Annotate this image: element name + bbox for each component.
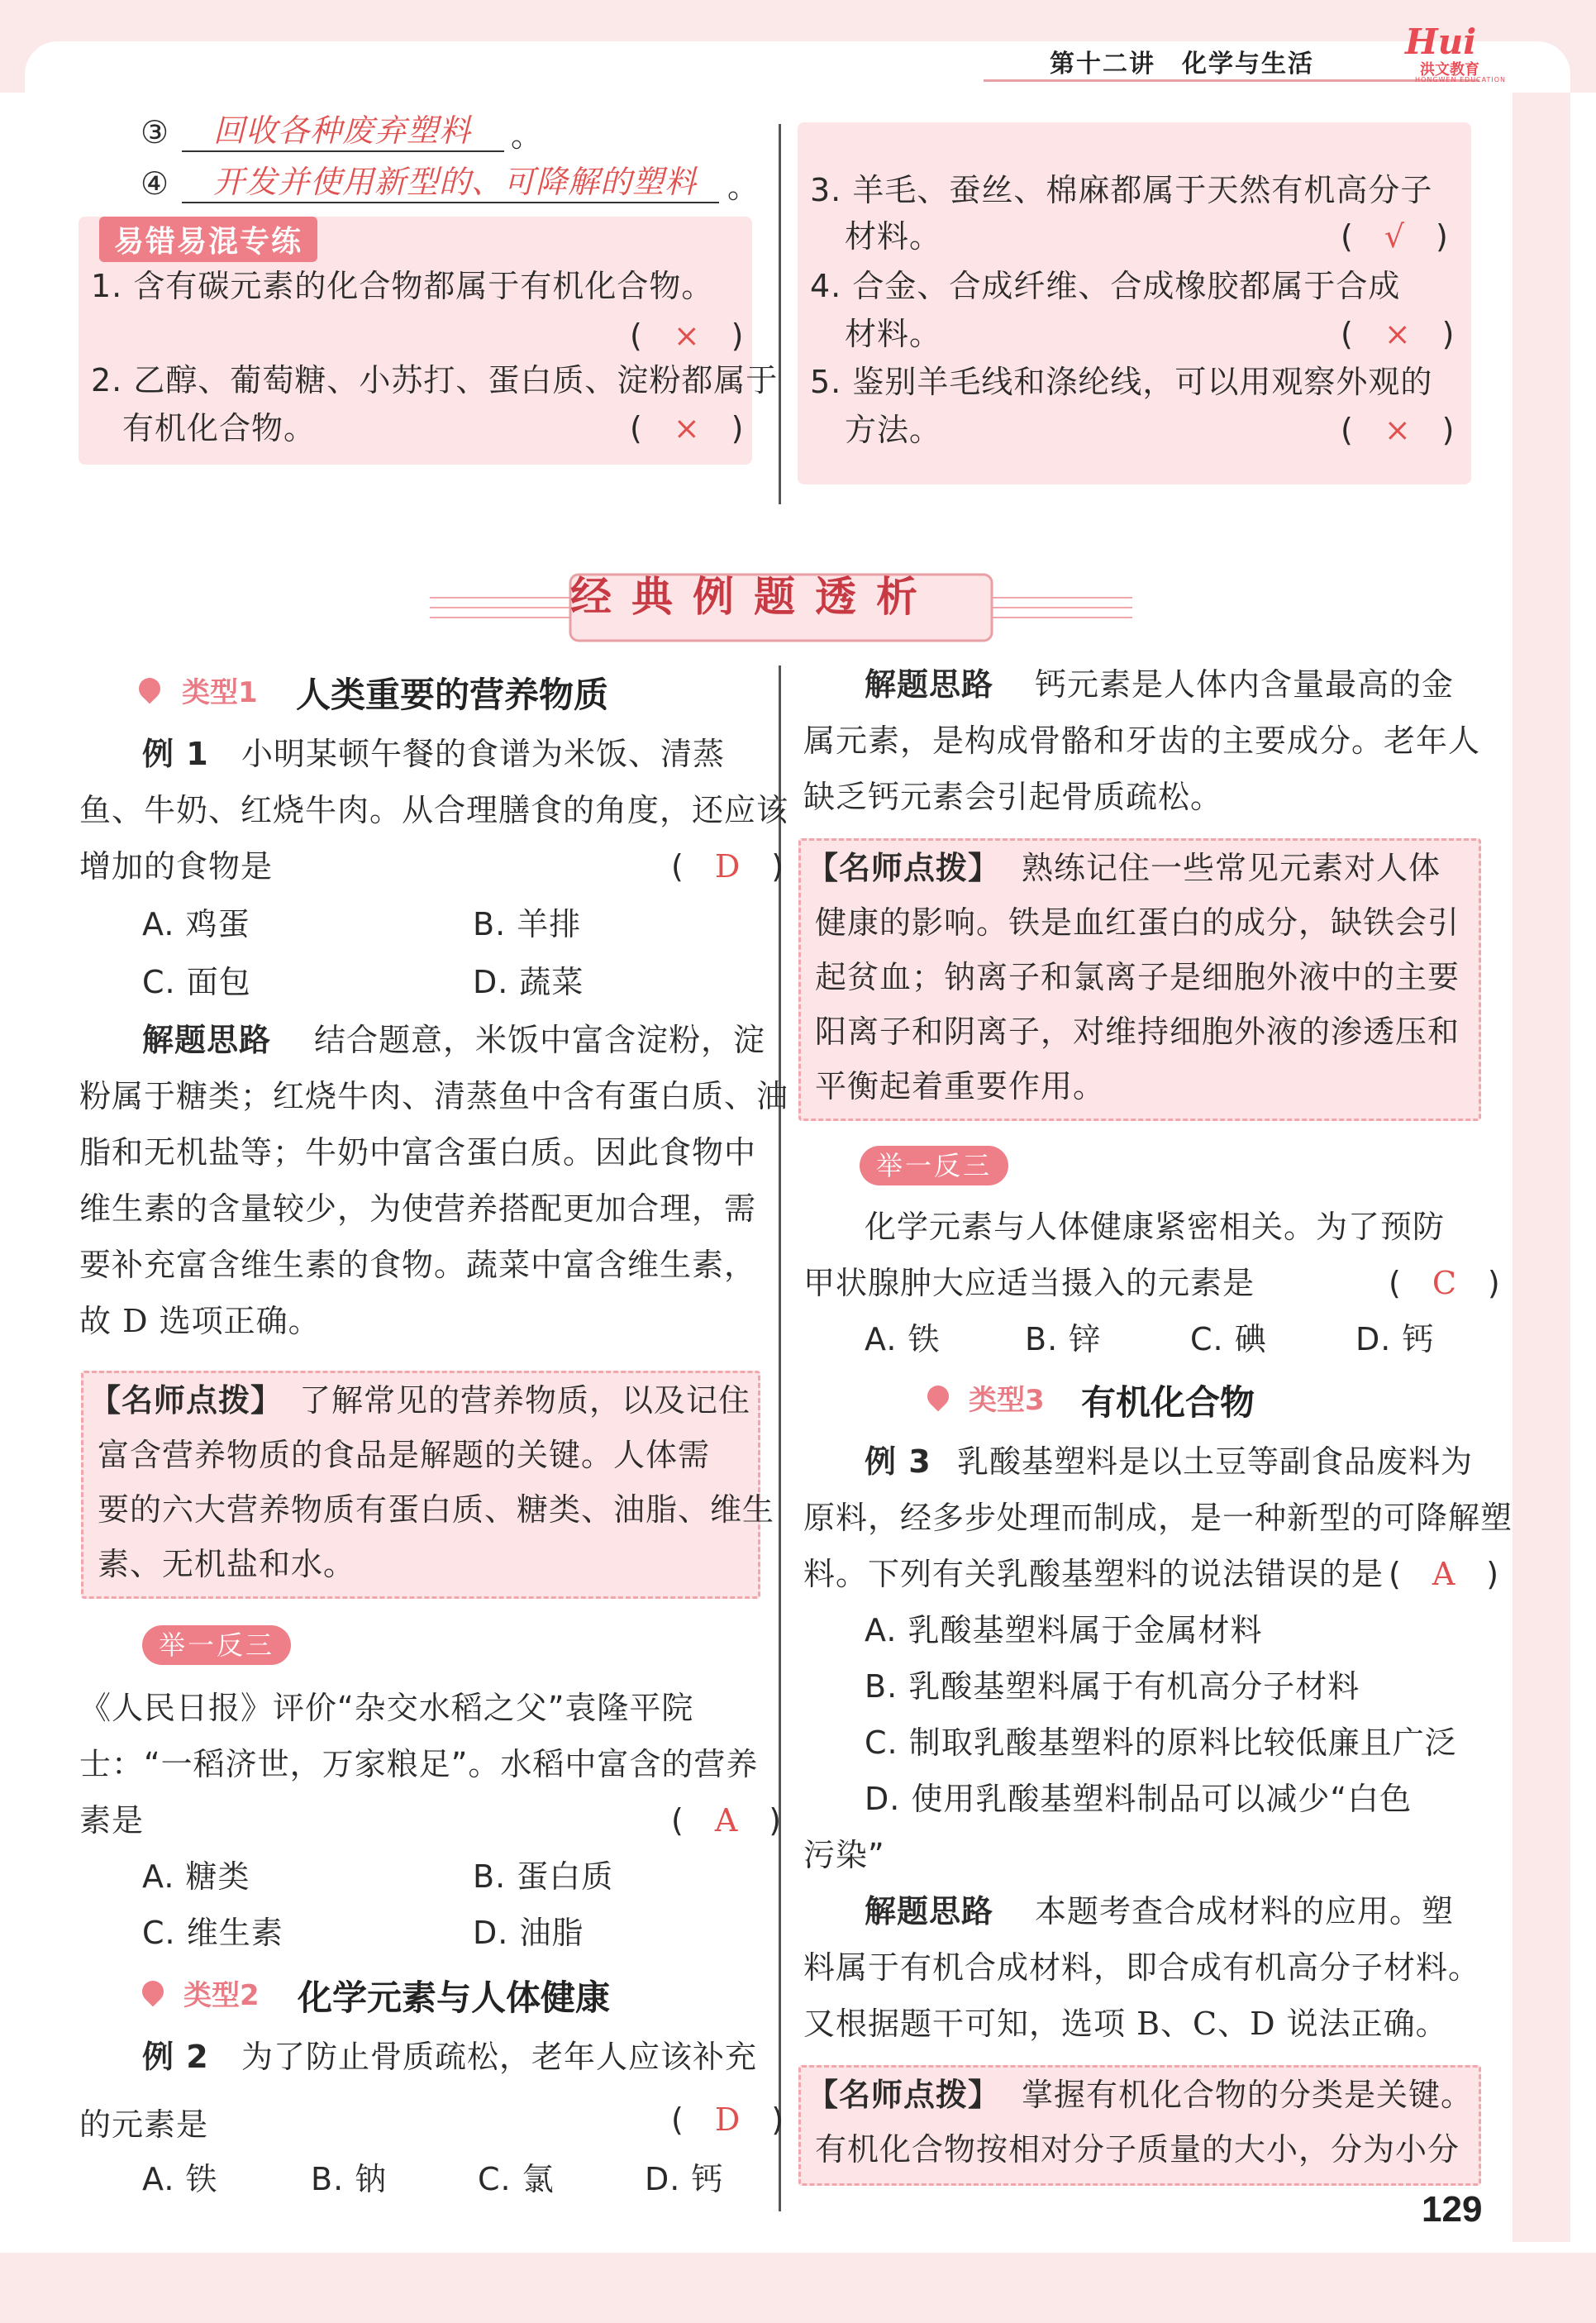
answer-paren: ( D ) xyxy=(671,848,784,885)
chapter-title: 第十二讲 化学与生活 xyxy=(1050,50,1314,79)
option: A. 糖类 xyxy=(142,1858,250,1895)
tip-label: 【名师点拨】 xyxy=(89,1382,283,1419)
answer-mark: × xyxy=(1384,316,1411,352)
footer-band xyxy=(0,2253,1596,2323)
blank-end: 。 xyxy=(727,169,760,205)
publisher-logo xyxy=(1405,21,1513,83)
example-stem: 鱼、牛奶、红烧牛肉。从合理膳食的角度，还应该 xyxy=(79,792,789,828)
answer-letter: C xyxy=(1432,1265,1456,1301)
option: D. 油脂 xyxy=(473,1915,584,1951)
tip-text: 熟练记住一些常见元素对人体 xyxy=(1022,850,1441,886)
mistake-item-2: 2. 乙醇、葡萄糖、小苏打、蛋白质、淀粉都属于 xyxy=(91,362,779,398)
tip-text: 健康的影响。铁是血红蛋白的成分，缺铁会引 xyxy=(815,904,1460,941)
type-badge: 类型2 xyxy=(183,1979,260,2012)
example-stem: 乳酸基塑料是以土豆等副食品废料为 xyxy=(957,1443,1474,1480)
answer-letter: D xyxy=(714,848,741,885)
practice-tag: 举一反三 xyxy=(142,1625,291,1665)
option: D. 钙 xyxy=(645,2161,724,2197)
mistake-item-3-cont: 材料。 xyxy=(845,218,942,255)
option: A. 铁 xyxy=(865,1321,941,1357)
example-label: 例 3 xyxy=(865,1443,931,1480)
mistake-practice-tag: 易错易混专练 xyxy=(99,217,317,262)
drop-icon xyxy=(138,1977,169,2007)
option: C. 氯 xyxy=(478,2161,555,2197)
option: B. 蛋白质 xyxy=(473,1858,614,1895)
practice-tag: 举一反三 xyxy=(860,1146,1008,1185)
blank-end: 。 xyxy=(511,117,544,154)
answer-paren: ( × ) xyxy=(1341,412,1455,448)
analysis-label: 解题思路 xyxy=(865,666,994,703)
column-divider xyxy=(779,665,781,2211)
answer-paren: ( × ) xyxy=(1341,316,1455,352)
tip-text: 起贫血；钠离子和氯离子是细胞外液中的主要 xyxy=(815,959,1460,995)
blank-number: ④ xyxy=(141,165,170,202)
practice-stem: 素是 xyxy=(79,1802,145,1839)
column-divider xyxy=(779,124,781,504)
analysis-text: 要补充富含维生素的食物。蔬菜中富含维生素， xyxy=(79,1247,757,1283)
option: D. 钙 xyxy=(1355,1321,1435,1357)
option: B. 锌 xyxy=(1025,1321,1102,1357)
option: B. 钠 xyxy=(311,2161,388,2197)
logo-text: 洪文教育 xyxy=(1420,61,1479,79)
blank-number: ③ xyxy=(141,114,170,150)
option: C. 制取乳酸基塑料的原料比较低廉且广泛 xyxy=(865,1724,1457,1761)
mistake-item-3: 3. 羊毛、蚕丝、棉麻都属于天然有机高分子 xyxy=(810,172,1433,208)
page-number: 129 xyxy=(1422,2189,1483,2230)
mistake-item-4: 4. 合金、合成纤维、合成橡胶都属于合成 xyxy=(810,268,1401,304)
type-title: 化学元素与人体健康 xyxy=(298,1977,611,2018)
tip-text: 有机化合物按相对分子质量的大小，分为小分 xyxy=(815,2131,1460,2168)
page-margin-band xyxy=(1513,93,1570,2242)
analysis-text: 本题考查合成材料的应用。塑 xyxy=(1035,1893,1455,1929)
example-stem: 原料，经多步处理而制成，是一种新型的可降解塑 xyxy=(803,1500,1513,1536)
option: A. 铁 xyxy=(142,2161,218,2197)
type-badge: 类型3 xyxy=(969,1384,1045,1417)
answer-mark: × xyxy=(1384,412,1411,448)
mistake-item-1: 1. 含有碳元素的化合物都属于有机化合物。 xyxy=(91,268,714,304)
example-label: 例 1 xyxy=(142,736,209,772)
drop-icon xyxy=(923,1381,954,1412)
analysis-text: 又根据题干可知，选项 B、C、D 说法正确。 xyxy=(803,2006,1448,2042)
tip-text: 掌握有机化合物的分类是关键。 xyxy=(1022,2077,1474,2113)
tip-text: 阳离子和阴离子，对维持细胞外液的渗透压和 xyxy=(815,1014,1460,1050)
analysis-text: 缺乏钙元素会引起骨质疏松。 xyxy=(803,779,1223,815)
type-title: 人类重要的营养物质 xyxy=(296,675,609,715)
answer-letter: A xyxy=(714,1802,738,1839)
option: B. 乳酸基塑料属于有机高分子材料 xyxy=(865,1668,1360,1705)
practice-stem: 甲状腺肿大应适当摄入的元素是 xyxy=(803,1265,1255,1301)
blank-answer: 回收各种废弃塑料 xyxy=(213,112,472,149)
mistake-item-5-cont: 方法。 xyxy=(845,412,942,448)
option: C. 碘 xyxy=(1190,1321,1267,1357)
blank-answer: 开发并使用新型的、可降解的塑料 xyxy=(213,164,698,200)
section-title: 经典例题透析 xyxy=(570,573,937,621)
mistake-item-5: 5. 鉴别羊毛线和涤纶线，可以用观察外观的 xyxy=(810,364,1433,400)
tip-text: 素、无机盐和水。 xyxy=(98,1546,356,1582)
drop-icon xyxy=(135,674,165,704)
tip-text: 富含营养物质的食品是解题的关键。人体需 xyxy=(98,1437,711,1473)
example-label: 例 2 xyxy=(142,2039,209,2075)
answer-letter: D xyxy=(714,2101,741,2138)
example-stem: 为了防止骨质疏松，老年人应该补充 xyxy=(241,2039,758,2075)
analysis-text: 钙元素是人体内含量最高的金 xyxy=(1035,666,1455,703)
tip-text: 要的六大营养物质有蛋白质、糖类、油脂、维生 xyxy=(98,1491,775,1528)
practice-stem: 士：“一稻济世，万家粮足”。水稻中富含的营养 xyxy=(79,1746,759,1782)
answer-paren: ( × ) xyxy=(630,317,744,354)
analysis-text: 故 D 选项正确。 xyxy=(79,1303,321,1339)
tip-text: 平衡起着重要作用。 xyxy=(815,1068,1106,1104)
answer-paren: ( A ) xyxy=(671,1802,782,1839)
answer-underline xyxy=(182,150,504,152)
answer-paren: ( D ) xyxy=(671,2101,784,2138)
option: C. 面包 xyxy=(142,964,251,1000)
practice-stem: 化学元素与人体健康紧密相关。为了预防 xyxy=(865,1209,1446,1245)
option: A. 鸡蛋 xyxy=(142,906,250,942)
tip-label: 【名师点拨】 xyxy=(807,850,1001,886)
example-stem: 料。下列有关乳酸基塑料的说法错误的是 xyxy=(803,1556,1384,1592)
option: D. 蔬菜 xyxy=(473,964,584,1000)
option-cont: 污染” xyxy=(803,1837,885,1873)
analysis-text: 脂和无机盐等；牛奶中富含蛋白质。因此食物中 xyxy=(79,1134,757,1171)
logo-mark: Hui xyxy=(1405,21,1477,62)
answer-mark: × xyxy=(673,317,700,354)
option: B. 羊排 xyxy=(473,906,582,942)
example-stem: 增加的食物是 xyxy=(79,848,274,885)
answer-paren: ( √ ) xyxy=(1341,218,1448,255)
answer-mark: √ xyxy=(1384,218,1405,255)
example-stem: 的元素是 xyxy=(79,2106,209,2143)
analysis-label: 解题思路 xyxy=(865,1893,994,1929)
header-inner xyxy=(25,41,1570,93)
analysis-text: 属元素，是构成骨骼和牙齿的主要成分。老年人 xyxy=(803,723,1481,759)
analysis-text: 维生素的含量较少，为使营养搭配更加合理，需 xyxy=(79,1190,757,1227)
answer-mark: × xyxy=(673,410,700,446)
option: C. 维生素 xyxy=(142,1915,283,1951)
analysis-text: 粉属于糖类；红烧牛肉、清蒸鱼中含有蛋白质、油 xyxy=(79,1078,789,1114)
tip-text: 了解常见的营养物质，以及记住 xyxy=(299,1382,751,1419)
type-title: 有机化合物 xyxy=(1081,1382,1255,1423)
answer-paren: ( × ) xyxy=(630,410,744,446)
mistake-item-4-cont: 材料。 xyxy=(845,316,942,352)
type-badge: 类型1 xyxy=(182,676,258,709)
practice-stem: 《人民日报》评价“杂交水稻之父”袁隆平院 xyxy=(79,1690,694,1726)
option: A. 乳酸基塑料属于金属材料 xyxy=(865,1612,1263,1648)
option: D. 使用乳酸基塑料制品可以减少“白色 xyxy=(865,1781,1413,1817)
example-stem: 小明某顿午餐的食谱为米饭、清蒸 xyxy=(241,736,726,772)
answer-underline xyxy=(182,202,719,203)
mistake-item-2-cont: 有机化合物。 xyxy=(122,410,317,446)
analysis-text: 结合题意，米饭中富含淀粉，淀 xyxy=(314,1022,766,1058)
logo-subtext: HONGWEN EDUCATION xyxy=(1415,76,1507,83)
answer-paren: ( C ) xyxy=(1389,1265,1500,1301)
answer-paren: ( A ) xyxy=(1389,1556,1499,1592)
analysis-text: 料属于有机合成材料，即合成有机高分子材料。 xyxy=(803,1949,1481,1986)
analysis-label: 解题思路 xyxy=(142,1022,272,1058)
answer-letter: A xyxy=(1432,1556,1455,1592)
header-rule xyxy=(984,79,1479,82)
tip-label: 【名师点拨】 xyxy=(807,2077,1001,2113)
